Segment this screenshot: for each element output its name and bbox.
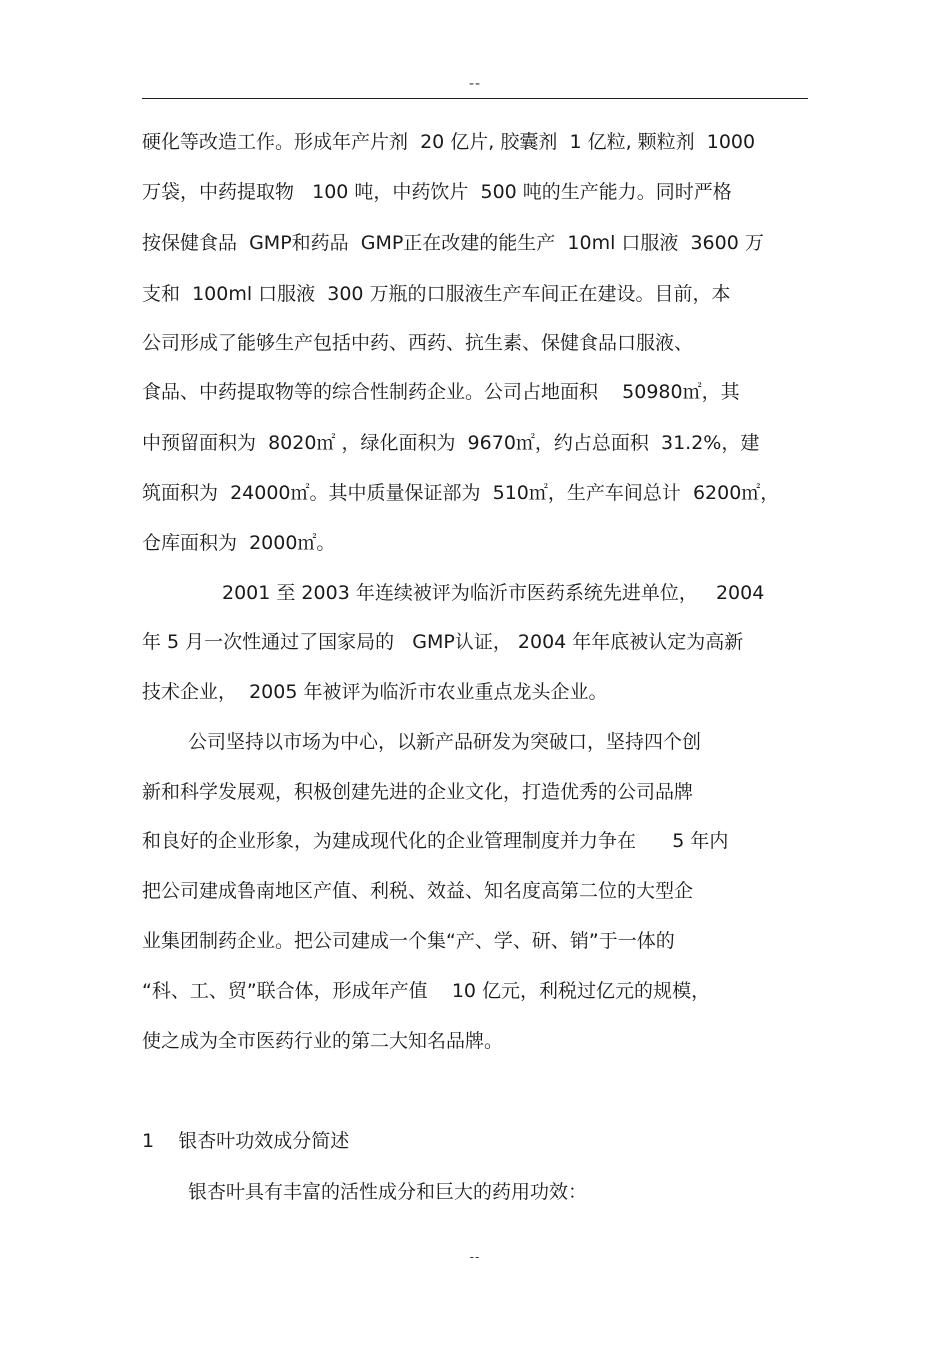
body-line: 食品、中药提取物等的综合性制药企业。公司占地面积 50980㎡，其 xyxy=(142,381,740,403)
body-line: 业集团制药企业。把公司建成一个集“产、学、研、销”于一体的 xyxy=(142,930,675,952)
body-line: 年 5 月一次性通过了国家局的 GMP认证， 2004 年年底被认定为高新 xyxy=(142,631,744,653)
body-line: 硬化等改造工作。形成年产片剂 20 亿片, 胶囊剂 1 亿粒, 颗粒剂 1000 xyxy=(142,131,756,153)
body-line: 仓库面积为 2000㎡。 xyxy=(142,532,336,554)
body-line: 按保健食品 GMP和药品 GMP正在改建的能生产 10ml 口服液 3600 万 xyxy=(142,232,764,254)
body-line: 新和科学发展观，积极创建先进的企业文化，打造优秀的公司品牌 xyxy=(142,781,694,803)
body-line: 2001 至 2003 年连续被评为临沂市医药系统先进单位， 2004 xyxy=(222,582,765,604)
body-line: 把公司建成鲁南地区产值、利税、效益、知名度高第二位的大型企 xyxy=(142,880,694,902)
body-line: “科、工、贸”联合体，形成年产值 10 亿元，利税过亿元的规模， xyxy=(142,980,711,1002)
page-footer-mark: -- xyxy=(469,1250,481,1264)
body-line: 筑面积为 24000㎡。其中质量保证部为 510㎡，生产车间总计 6200㎡， xyxy=(142,482,780,504)
body-line: 公司形成了能够生产包括中药、西药、抗生素、保健食品口服液、 xyxy=(142,332,694,354)
header-divider xyxy=(142,98,808,99)
page-header-mark: -- xyxy=(468,76,482,92)
body-line: 万袋，中药提取物 100 吨，中药饮片 500 吨的生产能力。同时严格 xyxy=(142,181,732,203)
section-heading: 1 银杏叶功效成分简述 xyxy=(142,1130,350,1152)
body-line: 公司坚持以市场为中心，以新产品研发为突破口，坚持四个创 xyxy=(188,731,702,753)
body-line: 使之成为全市医药行业的第二大知名品牌。 xyxy=(142,1030,504,1052)
body-line: 和良好的企业形象，为建成现代化的企业管理制度并力争在 5 年内 xyxy=(142,830,729,852)
body-line: 支和 100ml 口服液 300 万瓶的口服液生产车间正在建设。目前，本 xyxy=(142,283,731,305)
section-intro: 银杏叶具有丰富的活性成分和巨大的药用功效： xyxy=(188,1181,588,1203)
body-line: 技术企业， 2005 年被评为临沂市农业重点龙头企业。 xyxy=(142,681,608,703)
body-line: 中预留面积为 8020㎡ ，绿化面积为 9670㎡，约占总面积 31.2%，建 xyxy=(142,432,760,454)
